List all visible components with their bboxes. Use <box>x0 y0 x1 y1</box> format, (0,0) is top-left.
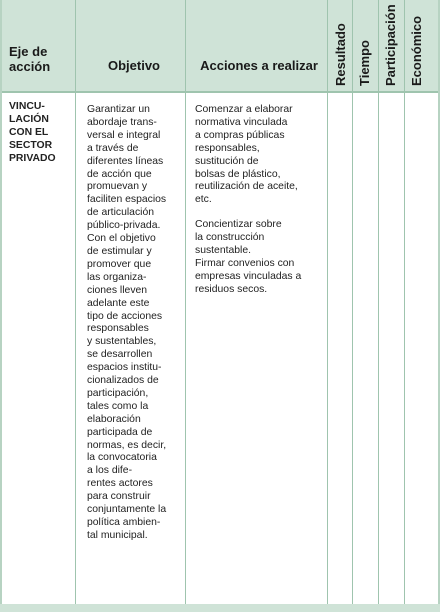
column-divider <box>327 0 328 604</box>
cell-line: público-privada. <box>87 220 161 232</box>
paragraph-gap <box>195 207 323 219</box>
cell-line: promuevan y <box>87 181 148 193</box>
cell-line: espacios institu- <box>87 362 162 374</box>
cell-line: Comenzar a elaborar <box>195 104 293 115</box>
cell-line: elaboración <box>87 413 141 425</box>
header-divider <box>0 91 440 93</box>
cell-line: VINCU- <box>9 101 45 112</box>
cell-line: promover que <box>87 258 152 270</box>
cell-line: sustitución de <box>195 155 259 167</box>
cell-line: reutilización de aceite, <box>195 181 298 193</box>
cell-line: adelante este <box>87 297 150 309</box>
header-participacion: Participación <box>383 4 398 86</box>
cell-line: empresas vinculadas a <box>195 270 302 282</box>
table-footer-band <box>0 604 440 612</box>
cell-line: política ambien- <box>87 517 161 528</box>
cell-line: de articulación <box>87 207 155 219</box>
cell-eje <box>9 101 71 166</box>
cell-line: a compras públicas <box>195 129 285 141</box>
cell-line: Firmar convenios con <box>195 257 295 269</box>
cell-line: y sustentables, <box>87 336 157 348</box>
header-objetivo: Objetivo <box>107 58 160 73</box>
cell-line: rentes actores <box>87 478 153 490</box>
header-tiempo: Tiempo <box>357 40 372 86</box>
header-acciones: Acciones a realizar <box>200 58 318 73</box>
cell-objetivo <box>87 104 179 543</box>
cell-line: abordaje trans- <box>87 116 157 128</box>
cell-line: responsables, <box>195 142 260 154</box>
column-divider <box>75 0 76 604</box>
cell-line: la convocatoria <box>87 452 157 464</box>
cell-line: para construir <box>87 491 151 503</box>
cell-line: responsables <box>87 323 149 335</box>
cell-line: SECTOR <box>9 139 53 151</box>
cell-line: Concientizar sobre <box>195 219 282 231</box>
cell-line: Con el objetivo <box>87 233 156 245</box>
header-eje-de-accion <box>9 44 69 74</box>
cell-line: participada de <box>87 426 153 438</box>
header-economico: Económico <box>409 15 424 86</box>
cell-line: residuos secos. <box>195 283 268 295</box>
cell-line: de acción que <box>87 168 152 180</box>
cell-line: Garantizar un <box>87 104 150 115</box>
cell-line: faciliten espacios <box>87 194 167 206</box>
cell-line: etc. <box>195 194 212 206</box>
cell-line: CON EL <box>9 126 49 138</box>
cell-line: de estimular y <box>87 245 152 257</box>
cell-line: LACIÓN <box>9 113 49 125</box>
cell-line: la construcción <box>195 232 265 244</box>
cell-acciones <box>195 104 323 297</box>
header-text: acción <box>9 59 51 74</box>
cell-line: conjuntamente la <box>87 504 167 516</box>
header-text: Eje de <box>9 44 48 59</box>
cell-line: sustentable. <box>195 245 252 257</box>
column-divider <box>378 0 379 604</box>
cell-line: tal municipal. <box>87 529 148 541</box>
column-divider <box>185 0 186 604</box>
cell-line: las organiza- <box>87 271 147 283</box>
header-resultado: Resultado <box>333 23 348 86</box>
table-left-border <box>0 0 2 612</box>
column-divider <box>352 0 353 604</box>
cell-line: cionalizados de <box>87 375 159 387</box>
cell-line: versal e integral <box>87 129 161 141</box>
cell-line: se desarrollen <box>87 349 153 361</box>
cell-line: PRIVADO <box>9 152 56 164</box>
cell-line: tales como la <box>87 400 149 412</box>
cell-line: diferentes líneas <box>87 155 164 167</box>
cell-line: a través de <box>87 142 139 154</box>
cell-line: ciones lleven <box>87 284 148 296</box>
cell-line: a los dife- <box>87 465 133 477</box>
cell-line: bolsas de plástico, <box>195 168 281 180</box>
column-divider <box>404 0 405 604</box>
cell-line: tipo de acciones <box>87 310 163 322</box>
cell-line: participación, <box>87 387 149 399</box>
cell-line: normas, es decir, <box>87 439 167 451</box>
cell-line: normativa vinculada <box>195 116 288 128</box>
